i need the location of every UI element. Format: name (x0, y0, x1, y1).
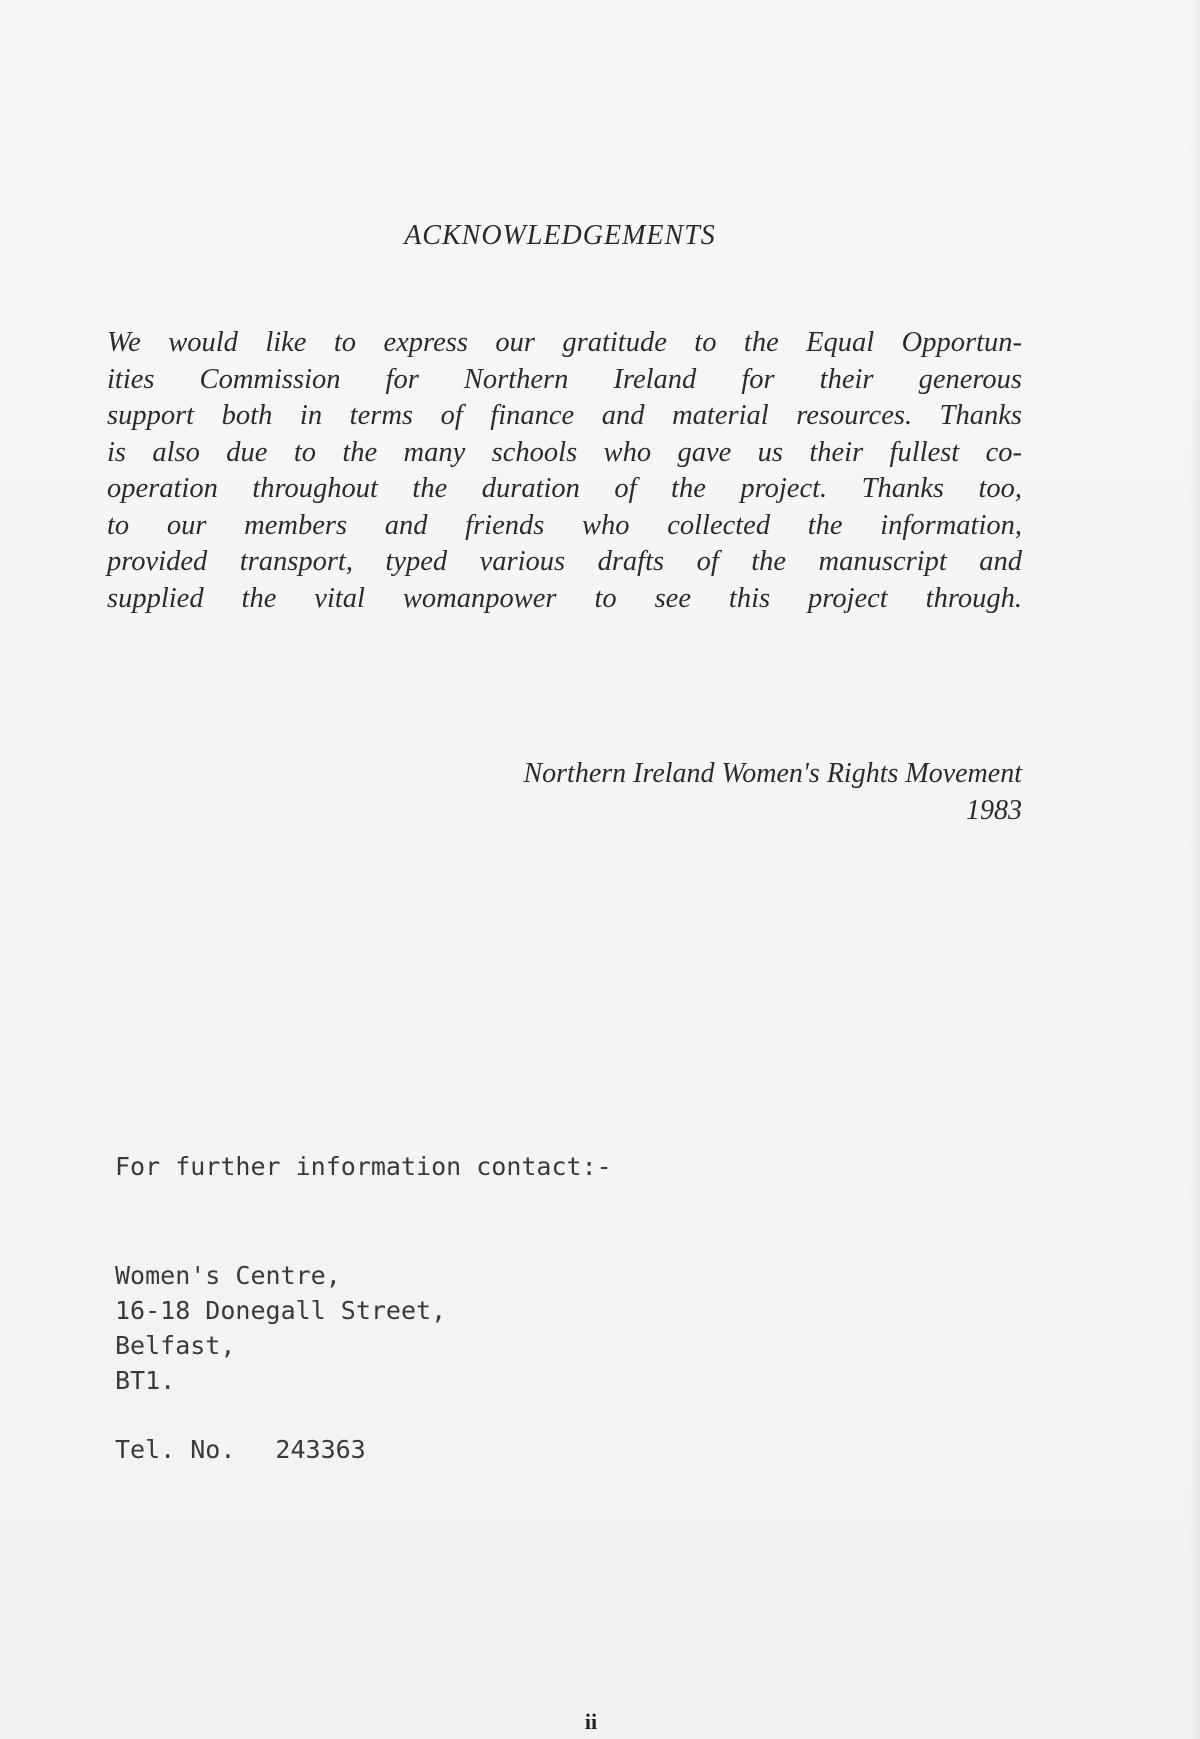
tel-label: Tel. No. (115, 1435, 236, 1464)
acknowledgement-line: is also due to the many schools who gave us their fullest co- (107, 436, 1022, 468)
acknowledgement-line: We would like to express our gratitude to the Equal Opportun- (107, 327, 1022, 358)
tel-number: 243363 (275, 1435, 366, 1464)
signature-year: 1983 (966, 795, 1022, 826)
acknowledgement-line: operation throughout the duration of the project. Thanks too, (107, 473, 1022, 504)
signature-block (523, 755, 1022, 829)
page-edge-shadow (1190, 0, 1200, 1739)
address-line: BT1. (115, 1366, 176, 1395)
address-line: Women's Centre, (115, 1261, 341, 1290)
acknowledgements-paragraph (107, 325, 1022, 617)
acknowledgement-line: supplied the vital womanpower to see this project through. (107, 582, 1022, 614)
acknowledgement-line: provided transport, typed various drafts of the manuscript and (107, 546, 1022, 577)
page-number: ii (584, 1709, 598, 1734)
acknowledgement-line: to our members and friends who collected the information, (107, 509, 1022, 541)
acknowledgements-heading: ACKNOWLEDGEMENTS (404, 220, 716, 251)
address-line: Belfast, (115, 1331, 236, 1360)
contact-telephone (115, 1435, 366, 1464)
contact-address (115, 1258, 446, 1398)
address-line: 16-18 Donegall Street, (115, 1296, 447, 1325)
acknowledgement-line: support both in terms of finance and material resources. Thanks (107, 400, 1022, 431)
signature-organisation: Northern Ireland Women's Rights Movement (523, 758, 1022, 789)
acknowledgement-line: ities Commission for Northern Ireland for their generous (107, 363, 1022, 395)
contact-intro: For further information contact:- (115, 1152, 612, 1181)
